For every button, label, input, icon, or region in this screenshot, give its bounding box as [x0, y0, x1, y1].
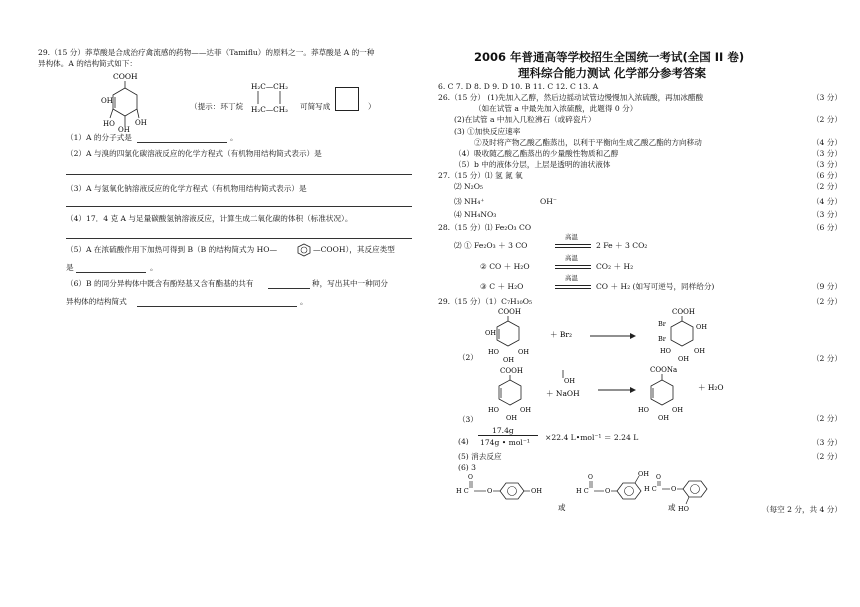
or-separator-1: 或	[558, 503, 566, 512]
eq2-equals-sign	[555, 265, 591, 269]
a29-4-label: (4)	[458, 437, 469, 446]
square-icon	[335, 87, 359, 111]
a27-part3-points: （4 分）	[811, 197, 842, 206]
answer-title-line1: 2006 年普通高等学校招生全国统一考试(全国 II 卷)	[474, 50, 745, 64]
svg-text:COONa: COONa	[650, 366, 678, 374]
or-separator-2: 或	[668, 503, 676, 512]
a29-2-reagent: ＋ Br₂	[550, 330, 572, 339]
a29-6-points: （每空 2 分，共 4 分）	[761, 505, 842, 514]
svg-text:O: O	[605, 487, 611, 495]
struct-a-oh-right: OH	[135, 119, 147, 127]
q5-text-b: —COOH），其反应类型	[313, 245, 395, 254]
svg-text:OH: OH	[658, 414, 669, 422]
svg-text:HO: HO	[488, 406, 499, 414]
a26-part4: （4）吸收随乙酸乙酯蒸出的少量酸性物质和乙醇	[454, 149, 619, 158]
eq3-condition: 高温	[565, 274, 578, 282]
benzene-ring-icon	[296, 243, 312, 257]
a27-head-points: （6 分）	[811, 171, 842, 180]
svg-text:Br: Br	[658, 335, 666, 343]
naoh-reaction-diagram	[430, 364, 860, 424]
a29-3-points: （2 分）	[811, 414, 842, 423]
q1-end: 。	[230, 133, 238, 142]
svg-text:Br: Br	[658, 320, 666, 328]
a26-part2-points: （2 分）	[811, 115, 842, 124]
struct-a-oh-top: OH	[101, 97, 113, 105]
q5-text-c: 是	[66, 263, 74, 272]
a28-head: 28.（15 分）⑴ Fe₂O₃ CO	[438, 223, 532, 232]
cyclobutane-structure	[250, 80, 300, 116]
a26-head-points: （3 分）	[811, 93, 842, 102]
q6-end: 。	[300, 297, 308, 306]
eq2-right: CO₂ ＋ H₂	[596, 262, 634, 271]
a26-part5-points: （3 分）	[811, 160, 842, 169]
a29-4-points: （3 分）	[811, 438, 842, 447]
svg-text:O: O	[588, 474, 593, 481]
a26-part2: (2)在试管 a 中加入几粒沸石（或碎瓷片）	[454, 115, 596, 124]
hint-prefix: （提示：环丁烷	[190, 102, 244, 111]
a27-part2-points: （2 分）	[811, 182, 842, 191]
q5-end: 。	[150, 263, 158, 272]
eq1-right: 2 Fe ＋ 3 CO₂	[596, 241, 648, 250]
svg-text:OH: OH	[564, 377, 575, 385]
eq3-left: ③ C ＋ H₂O	[480, 282, 524, 291]
a29-3-reagent: ＋ NaOH	[546, 389, 580, 398]
a27-part3a: ⑶ NH₄⁺	[454, 197, 485, 206]
eq2-left: ② CO ＋ H₂O	[480, 262, 530, 271]
q1-text: （1）A 的分子式是	[66, 133, 132, 142]
svg-text:OH: OH	[503, 356, 514, 364]
a27-part4-points: （3 分）	[811, 210, 842, 219]
svg-text:H C: H C	[644, 485, 657, 493]
bromination-reaction-diagram	[430, 305, 860, 365]
a26-part3b-points: （4 分）	[811, 138, 842, 147]
svg-text:O: O	[656, 474, 661, 481]
svg-text:HO: HO	[638, 406, 649, 414]
a26-head: 26.（15 分） (1)先加入乙醇，然后边摇动试管边慢慢加入浓硫酸，再加冰醋酸	[438, 93, 704, 102]
svg-text:H C: H C	[456, 487, 469, 495]
a29-4-fraction-bar	[478, 435, 538, 436]
struct-a-oh-bottom: OH	[118, 126, 130, 132]
svg-text:O: O	[487, 487, 493, 495]
a29-2-points: （2 分）	[811, 354, 842, 363]
a26-note: （如在试管 a 中最先加入浓硫酸，此题得 0 分）	[474, 104, 638, 113]
svg-text:OH: OH	[520, 406, 531, 414]
svg-text:HO: HO	[678, 505, 689, 513]
svg-text:COOH: COOH	[500, 367, 523, 375]
eq1-equals-sign	[555, 244, 591, 248]
a29-head: 29.（15 分）（1）C₇H₁₀O₅	[438, 297, 532, 306]
q2-text: （2）A 与溴的四氯化碳溶液反应的化学方程式（有机物用结构简式表示）是	[66, 149, 322, 158]
a29-head-points: （2 分）	[811, 297, 842, 306]
answer-title-line2: 理科综合能力测试 化学部分参考答案	[518, 66, 707, 80]
a29-5: (5) 消去反应	[458, 452, 502, 461]
structure-a-diagram	[85, 70, 165, 132]
q5-answer-blank[interactable]	[76, 272, 146, 273]
a29-5-points: （2 分）	[811, 452, 842, 461]
svg-text:O: O	[468, 474, 473, 481]
q29-line2: 异构体。A 的结构简式如下：	[38, 59, 138, 68]
svg-text:O: O	[671, 485, 677, 493]
hint-ring-bottom: H₂C—CH₂	[251, 105, 289, 114]
svg-text:HO: HO	[488, 348, 499, 356]
q29-line1: 29.（15 分）莽草酸是合成治疗禽流感的药物——达菲（Tamiflu）的原料之一。莽草酸是 A 的一种	[38, 48, 375, 57]
a28-part2-points: （9 分）	[811, 282, 842, 291]
a29-3-extra: ＋ H₂O	[698, 383, 724, 392]
svg-text:OH: OH	[672, 406, 683, 414]
svg-text:COOH: COOH	[498, 308, 521, 316]
eq1-left: ⑵ ① Fe₂O₃ ＋ 3 CO	[454, 241, 528, 250]
svg-text:OH: OH	[678, 355, 689, 363]
q3-text: （3）A 与氢氧化钠溶液反应的化学方程式（有机物用结构简式表示）是	[66, 184, 307, 193]
a27-part2: ⑵ N₂O₅	[454, 182, 483, 191]
q6-structure-blank[interactable]	[137, 306, 297, 307]
q3-answer-line[interactable]	[66, 206, 412, 207]
a27-head: 27.（15 分）⑴ 氢 氮 氧	[438, 171, 523, 180]
svg-text:H C: H C	[576, 487, 589, 495]
eq3-equals-sign	[555, 285, 591, 289]
svg-text:OH: OH	[694, 347, 705, 355]
svg-text:COOH: COOH	[672, 308, 695, 316]
q4-text: （4）17．4 克 A 与足量碳酸氢钠溶液反应，计算生成二氧化碳的体积（标准状况）。	[66, 214, 353, 223]
svg-text:OH: OH	[638, 470, 649, 478]
a26-part5: （5）b 中的液体分层，上层是透明的油状液体	[454, 160, 611, 169]
q6-text-b: 种，写出其中一种同分	[312, 279, 388, 288]
q6-text-a: （6）B 的同分异构体中既含有酚羟基又含有酯基的共有	[66, 279, 254, 288]
hint-suffix: 可简写成	[300, 102, 331, 111]
a28-head-points: （6 分）	[811, 223, 842, 232]
a27-part3b: OH⁻	[540, 197, 557, 206]
struct-a-cooh: COOH	[113, 72, 138, 81]
a29-4-rest: ×22.4 L•mol⁻¹ ＝ 2.24 L	[545, 433, 639, 442]
a26-part4-points: （3 分）	[811, 149, 842, 158]
a29-6: (6) 3	[458, 463, 477, 472]
eq2-condition: 高温	[565, 254, 578, 262]
a26-part3a: (3) ①加快反应速率	[454, 127, 521, 136]
svg-text:OH: OH	[518, 348, 529, 356]
svg-text:OH: OH	[696, 323, 707, 331]
eq1-condition: 高温	[565, 233, 578, 241]
a27-part4: ⑷ NH₄NO₃	[454, 210, 497, 219]
hint-ring-top: H₂C—CH₂	[251, 82, 289, 91]
a26-part3b: ②及时将产物乙酸乙酯蒸出，以利于平衡向生成乙酸乙酯的方向移动	[474, 138, 702, 147]
a29-4-denominator: 174g • mol⁻¹	[480, 438, 530, 447]
eq3-right: CO ＋ H₂ (如写可逆号，同样给分)	[596, 282, 715, 291]
q1-answer-blank[interactable]	[137, 142, 227, 143]
svg-text:HO: HO	[660, 347, 671, 355]
struct-a-ho: HO	[103, 120, 115, 128]
svg-text:OH: OH	[531, 487, 542, 495]
a29-3-label: （3）	[458, 415, 478, 424]
a29-2-label: （2）	[458, 353, 478, 362]
multiple-choice-answers: 6. C 7. D 8. D 9. D 10. B 11. C 12. C 13. A	[438, 82, 599, 91]
hint-close: ）	[368, 102, 376, 111]
svg-text:OH: OH	[485, 329, 496, 337]
a29-4-numerator: 17.4g	[492, 426, 514, 435]
q6-count-blank[interactable]	[268, 288, 310, 289]
q6-text-c: 异构体的结构简式	[66, 297, 127, 306]
q4-answer-line[interactable]	[66, 238, 412, 239]
q2-answer-line[interactable]	[66, 174, 412, 175]
q5-text-a: （5）A 在浓硫酸作用下加热可得到 B（B 的结构简式为 HO—	[66, 245, 278, 254]
svg-text:OH: OH	[506, 414, 517, 422]
